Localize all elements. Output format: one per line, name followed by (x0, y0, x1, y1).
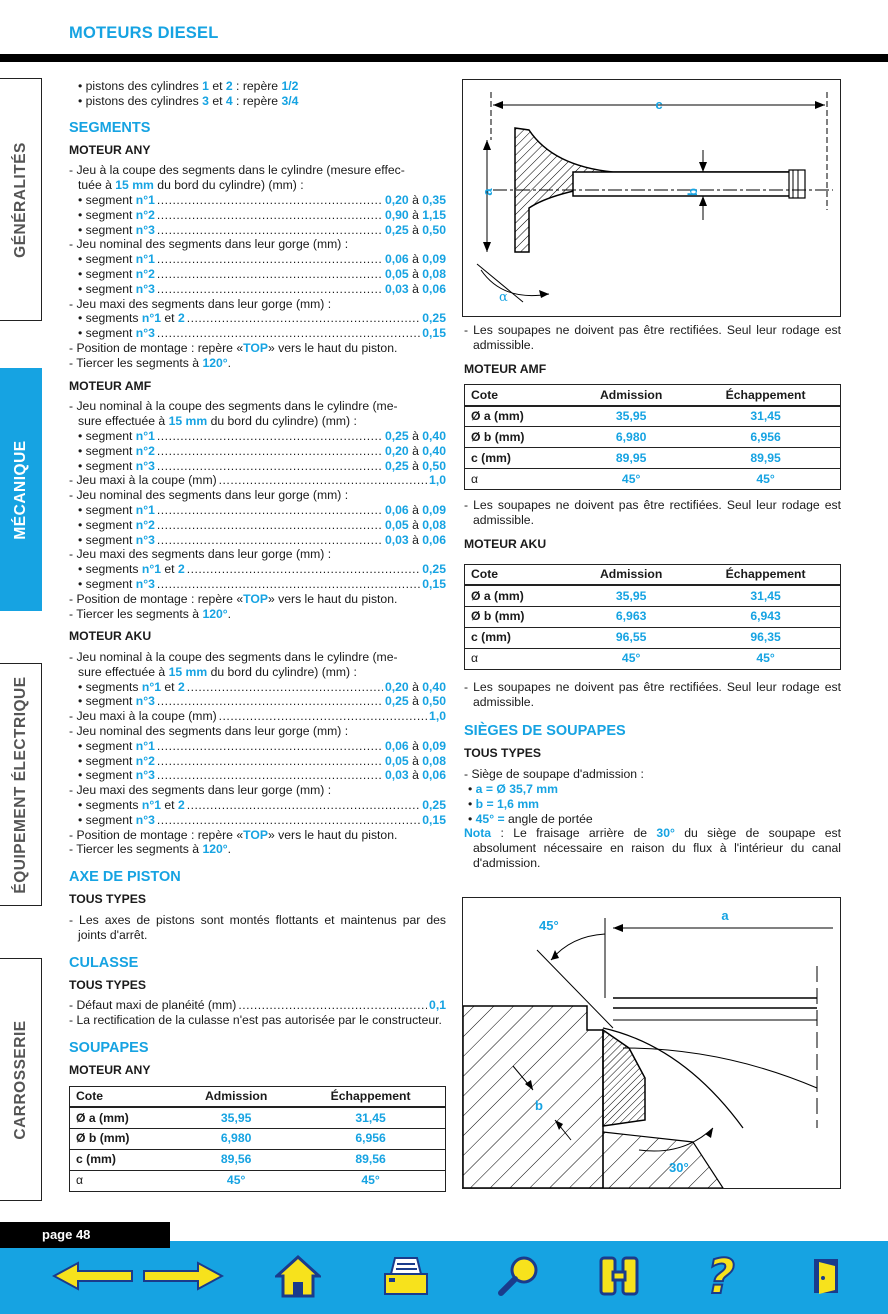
text-line: tuée à 15 mm du bord du cylindre) (mm) : (78, 178, 304, 193)
table-row: Ø b (mm) 6,963 6,943 (465, 606, 841, 627)
text-line: - Jeu nominal des segments dans leur gorge (mm) : (69, 237, 349, 252)
tab-equipement-electrique[interactable] (0, 663, 42, 906)
header-rule (0, 54, 888, 62)
text-line: • b = 1,6 mm (468, 796, 539, 811)
table-row: Ø a (mm) 35,95 31,45 (465, 406, 841, 427)
svg-text:?: ? (707, 1253, 735, 1299)
dim-label-c: c (655, 97, 663, 112)
subsection-title: MOTEUR AMF (464, 361, 547, 376)
table-row: α 45° 45° (471, 471, 775, 486)
spec-line: - Jeu maxi à la coupe (mm) ..... 1,0 (69, 709, 446, 724)
text-line: - La rectification de la culasse n'est pas autorisée par le constructeur. (69, 1013, 442, 1028)
tab-carrosserie[interactable] (0, 958, 42, 1201)
spec-line: • segment n°3 ..... 0,15 (69, 813, 446, 828)
table-row: Ø b (mm) 6,980 6,956 (70, 1128, 446, 1149)
section-title-soupapes: SOUPAPES (69, 1040, 149, 1057)
text-line: - Jeu nominal des segments dans leur gorge (mm) : (69, 488, 349, 503)
spec-line: • segment n°2 ..... 0,05 à 0,08 (69, 754, 446, 769)
subsection-title: MOTEUR AKU (464, 536, 547, 551)
text-line: - Les soupapes ne doivent pas être rectifiées. Seul leur rodage est admissible. (464, 498, 841, 528)
text-line: sure effectuée à 15 mm du bord du cylindre) (mm) : (78, 664, 357, 679)
question-mark-icon (693, 1253, 749, 1299)
text-line: - Tiercer les segments à 120°. (69, 842, 232, 857)
table-row: Ø a (mm) 35,95 31,45 (70, 1107, 446, 1128)
spec-table-amf (464, 384, 841, 490)
arrow-right-icon (142, 1261, 224, 1291)
help-button[interactable] (690, 1252, 752, 1300)
tab-mecanique[interactable] (0, 368, 42, 611)
valve-seat-diagram (462, 897, 841, 1189)
intro-line: • pistons des cylindres 3 et 4 : repère 3/4 (78, 93, 299, 108)
text-line: - Position de montage : repère «TOP» vers le haut du piston. (69, 340, 398, 355)
text-line: - Les soupapes ne doivent pas être rectifiées. Seul leur rodage est admissible. (464, 679, 841, 709)
spec-line: • segment n°1 ..... 0,25 à 0,40 (69, 429, 446, 444)
spec-line: • segment n°3 ..... 0,15 (69, 577, 446, 592)
tab-label: GÉNÉRALITÉS (11, 141, 29, 258)
search-icon (496, 1254, 542, 1298)
text-line: • a = Ø 35,7 mm (468, 781, 558, 796)
dim-label-b: b (535, 1098, 543, 1113)
table-header-row: Cote Admission Échappement (465, 385, 841, 406)
page-header-title: MOTEURS DIESEL (69, 24, 219, 42)
text-line: - Jeu nominal des segments dans leur gorge (mm) : (69, 724, 349, 739)
text-line: - Les axes de pistons sont montés flottants et maintenus par des joints d'arrêt. (69, 913, 446, 942)
text-line: - Siège de soupape d'admission : (464, 767, 644, 782)
text-line: - Jeu maxi des segments dans leur gorge (mm) : (69, 783, 332, 798)
spec-line: • segments n°1 et 2 ..... 0,20 à 0,40 (69, 680, 446, 695)
text-line: - Position de montage : repère «TOP» vers le haut du piston. (69, 827, 398, 842)
angle-label-45: 45° (539, 918, 559, 933)
subsection-title: MOTEUR AMF (69, 378, 152, 393)
tab-label: CARROSSERIE (11, 1019, 29, 1140)
exit-button[interactable] (806, 1252, 846, 1300)
home-icon (275, 1254, 321, 1298)
table-row: α 45° 45° (471, 651, 775, 666)
spec-line: • segment n°3 ..... 0,15 (69, 326, 446, 341)
spec-line: - Défaut maxi de planéité (mm) ..... 0,1 (69, 998, 446, 1013)
spec-line: • segment n°1 ..... 0,20 à 0,35 (69, 193, 446, 208)
section-title-culasse: CULASSE (69, 954, 139, 971)
arrow-left-icon (52, 1261, 134, 1291)
table-row: Ø b (mm) 6,980 6,956 (465, 427, 841, 448)
spec-line: • segments n°1 et 2 ..... 0,25 (69, 798, 446, 813)
nota-text: Nota : Le fraisage arrière de 30° du siège de soupape est absolument nécessaire en raison du flux à l'intérieur du canal d'admission. (464, 826, 841, 870)
text-line: - Position de montage : repère «TOP» vers le haut du piston. (69, 591, 398, 606)
index-button[interactable] (594, 1252, 644, 1300)
spec-line: • segment n°3 ..... 0,03 à 0,06 (69, 282, 446, 297)
spec-line: • segment n°2 ..... 0,20 à 0,40 (69, 444, 446, 459)
spec-line: • segment n°3 ..... 0,25 à 0,50 (69, 459, 446, 474)
subsection-title: MOTEUR ANY (69, 1063, 151, 1078)
angle-label-alpha: α (499, 290, 508, 305)
table-row: c (mm) 96,55 96,35 (465, 627, 841, 648)
next-page-button[interactable] (142, 1252, 224, 1300)
section-title-sieges: SIÈGES DE SOUPAPES (464, 723, 626, 740)
spec-line: • segment n°3 ..... 0,03 à 0,06 (69, 533, 446, 548)
text-line: - Jeu à la coupe des segments dans le cylindre (mesure effec- (69, 163, 405, 178)
subsection-title: MOTEUR ANY (69, 142, 151, 157)
valve-diagram (462, 79, 841, 317)
printer-icon (381, 1254, 431, 1298)
spec-line: - Jeu maxi à la coupe (mm) ..... 1,0 (69, 473, 446, 488)
dim-label-a: a (480, 188, 495, 196)
table-header-row: Cote Admission Échappement (465, 564, 841, 585)
print-button[interactable] (378, 1252, 434, 1300)
tab-label: MÉCANIQUE (11, 439, 29, 540)
prev-page-button[interactable] (52, 1252, 134, 1300)
text-line: - Jeu nominal à la coupe des segments dans le cylindre (me- (69, 399, 398, 414)
subsection-title: MOTEUR AKU (69, 629, 152, 644)
text-line: - Jeu nominal à la coupe des segments dans le cylindre (me- (69, 650, 398, 665)
spec-table-aku (464, 564, 841, 670)
spec-line: • segment n°1 ..... 0,06 à 0,09 (69, 252, 446, 267)
left-column (69, 79, 446, 1200)
text-line: - Tiercer les segments à 120°. (69, 606, 232, 621)
subsection-title: TOUS TYPES (69, 892, 146, 907)
spec-line: • segment n°1 ..... 0,06 à 0,09 (69, 503, 446, 518)
spec-line: • segment n°3 ..... 0,25 à 0,50 (69, 223, 446, 238)
right-column (464, 323, 841, 871)
table-row: α 45° 45° (76, 1173, 380, 1188)
text-line: - Les soupapes ne doivent pas être rectifiées. Seul leur rodage est admissible. (464, 323, 841, 352)
spec-line: • segment n°3 ..... 0,03 à 0,06 (69, 768, 446, 783)
subsection-title: TOUS TYPES (69, 977, 146, 992)
spec-line: • segment n°1 ..... 0,06 à 0,09 (69, 739, 446, 754)
section-title-axe: AXE DE PISTON (69, 869, 181, 886)
search-button[interactable] (494, 1252, 544, 1300)
dim-label-a: a (721, 908, 729, 923)
binoculars-icon (597, 1254, 641, 1298)
spec-line: • segments n°1 et 2 ..... 0,25 (69, 562, 446, 577)
table-header-row: Cote Admission Échappement (70, 1086, 446, 1107)
spec-line: • segment n°2 ..... 0,90 à 1,15 (69, 208, 446, 223)
spec-line: • segments n°1 et 2 ..... 0,25 (69, 311, 446, 326)
table-row: c (mm) 89,56 89,56 (70, 1149, 446, 1170)
intro-line: • pistons des cylindres 1 et 2 : repère 1/2 (78, 79, 299, 93)
text-line: - Jeu maxi des segments dans leur gorge (mm) : (69, 547, 332, 562)
page-number: page 48 (0, 1222, 170, 1248)
tab-label: ÉQUIPEMENT ÉLECTRIQUE (11, 675, 29, 894)
angle-label-30: 30° (669, 1160, 689, 1175)
section-title-segments: SEGMENTS (69, 119, 151, 136)
dim-label-b: b (685, 188, 700, 196)
text-line: sure effectuée à 15 mm du bord du cylindre) (mm) : (78, 414, 357, 429)
text-line: - Jeu maxi des segments dans leur gorge (mm) : (69, 296, 332, 311)
spec-line: • segment n°2 ..... 0,05 à 0,08 (69, 267, 446, 282)
home-button[interactable] (272, 1252, 324, 1300)
tab-generalites[interactable] (0, 78, 42, 321)
spec-line: • segment n°3 ..... 0,25 à 0,50 (69, 694, 446, 709)
table-row: c (mm) 89,95 89,95 (465, 448, 841, 469)
door-exit-icon (811, 1256, 841, 1296)
spec-table-any (69, 1086, 446, 1192)
text-line: - Tiercer les segments à 120°. (69, 355, 232, 370)
subsection-title: TOUS TYPES (464, 746, 541, 761)
spec-line: • segment n°2 ..... 0,05 à 0,08 (69, 518, 446, 533)
text-line: • 45° = angle de portée (468, 811, 593, 826)
table-row: Ø a (mm) 35,95 31,45 (465, 585, 841, 606)
